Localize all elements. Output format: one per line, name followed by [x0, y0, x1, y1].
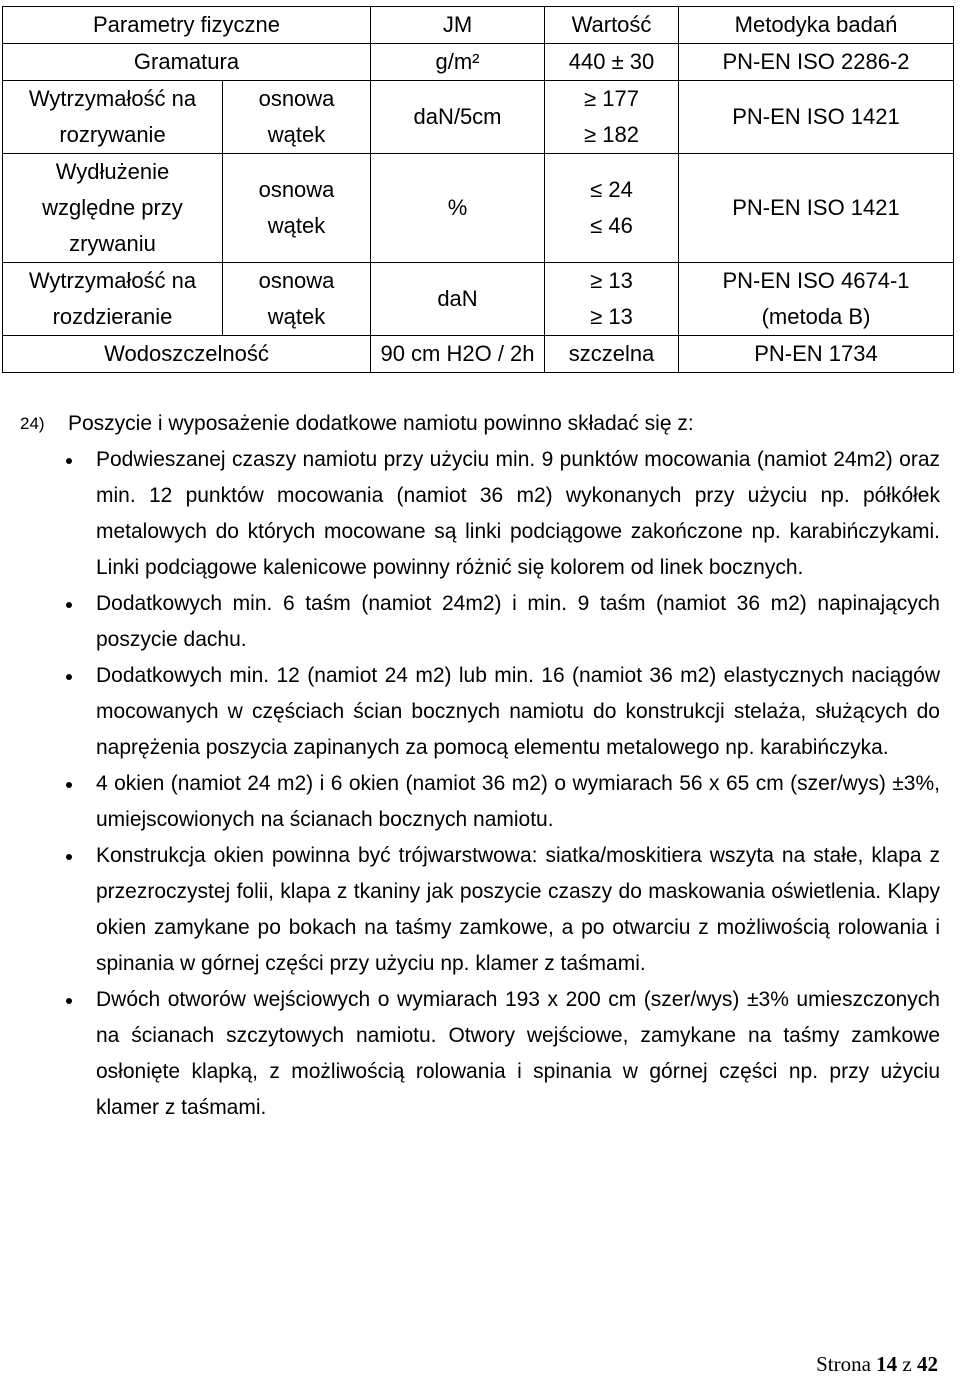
parameters-table	[2, 6, 954, 373]
section-heading	[20, 406, 940, 442]
cell-value: ≥ 177 ≥ 182	[545, 81, 679, 154]
cell-method: PN-EN ISO 4674-1 (metoda B)	[679, 263, 954, 336]
cell-unit: daN	[371, 263, 545, 336]
cell-unit: daN/5cm	[371, 81, 545, 154]
list-item: Podwieszanej czaszy namiotu przy użyciu min. 9 punktów mocowania (namiot 24m2) oraz min. 12 punktów mocowania (namiot 36 m2) wykonanych przy użyciu np. półkółek metalowych do których mocowane są linki podciągowe zakończone np. karabińczykami. Linki podciągowe kalenicowe powinny różnić się kolorem od linek bocznych.	[96, 442, 940, 586]
list-item: Dodatkowych min. 12 (namiot 24 m2) lub min. 16 (namiot 36 m2) elastycznych naciągów mocowanych w częściach ścian bocznych namiotu do konstrukcji stelaża, służących do naprężenia poszycia zapinanych za pomocą elementu metalowego np. karabińczyka.	[96, 658, 940, 766]
footer-page: 14	[876, 1352, 898, 1376]
cell-direction: osnowa wątek	[223, 81, 371, 154]
header-method: Metodyka badań	[679, 7, 954, 44]
table-row-tear	[3, 263, 954, 336]
footer-total: 42	[917, 1352, 938, 1376]
list-item: Dwóch otworów wejściowych o wymiarach 193 x 200 cm (szer/wys) ±3% umieszczonych na ścianach szczytowych namiotu. Otwory wejściowe, zamykane na taśmy zamkowe osłonięte klapką, z możliwością rolowania i spinania w górnej części np. przy użyciu klamer z taśmami.	[96, 982, 940, 1126]
table-row-elongation	[3, 154, 954, 263]
requirements-list	[20, 442, 940, 1126]
cell-unit: 90 cm H2O / 2h	[371, 336, 545, 373]
list-item: Konstrukcja okien powinna być trójwarstwowa: siatka/moskitiera wszyta na stałe, klapa z przezroczystej folii, klapa z tkaniny jak poszycie czaszy do maskowania oświetlenia. Klapy okien zamykane po bokach na taśmy zamkowe, a po otwarciu z możliwością rolowania i spinania w górnej części przy użyciu np. klamer z taśmami.	[96, 838, 940, 982]
section-title: Poszycie i wyposażenie dodatkowe namiotu powinno składać się z:	[68, 412, 694, 435]
list-item: Dodatkowych min. 6 taśm (namiot 24m2) i min. 9 taśm (namiot 36 m2) napinających poszycie dachu.	[96, 586, 940, 658]
cell-method: PN-EN ISO 2286-2	[679, 44, 954, 81]
footer-prefix: Strona	[816, 1352, 871, 1376]
cell-direction: osnowa wątek	[223, 263, 371, 336]
cell-value: 440 ± 30	[545, 44, 679, 81]
cell-unit: g/m²	[371, 44, 545, 81]
list-item: 4 okien (namiot 24 m2) i 6 okien (namiot 36 m2) o wymiarach 56 x 65 cm (szer/wys) ±3%, umiejscowionych na ścianach bocznych namiotu.	[96, 766, 940, 838]
header-param: Parametry fizyczne	[3, 7, 371, 44]
cell-param: Wydłużenie względne przy zrywaniu	[3, 154, 223, 263]
section-number: 24)	[20, 414, 45, 433]
cell-direction: osnowa wątek	[223, 154, 371, 263]
section-24	[20, 406, 940, 1126]
page-footer	[816, 1352, 938, 1377]
cell-method: PN-EN ISO 1421	[679, 154, 954, 263]
cell-param: Wytrzymałość na rozrywanie	[3, 81, 223, 154]
cell-value: ≥ 13 ≥ 13	[545, 263, 679, 336]
table-header-row	[3, 7, 954, 44]
cell-method: PN-EN ISO 1421	[679, 81, 954, 154]
table-row-gramatura	[3, 44, 954, 81]
header-unit: JM	[371, 7, 545, 44]
header-value: Wartość	[545, 7, 679, 44]
cell-param: Wytrzymałość na rozdzieranie	[3, 263, 223, 336]
table-row-water	[3, 336, 954, 373]
cell-param: Gramatura	[3, 44, 371, 81]
cell-param: Wodoszczelność	[3, 336, 371, 373]
table-row-tensile	[3, 81, 954, 154]
footer-sep: z	[902, 1352, 912, 1376]
cell-method: PN-EN 1734	[679, 336, 954, 373]
cell-value: ≤ 24 ≤ 46	[545, 154, 679, 263]
cell-unit: %	[371, 154, 545, 263]
cell-value: szczelna	[545, 336, 679, 373]
